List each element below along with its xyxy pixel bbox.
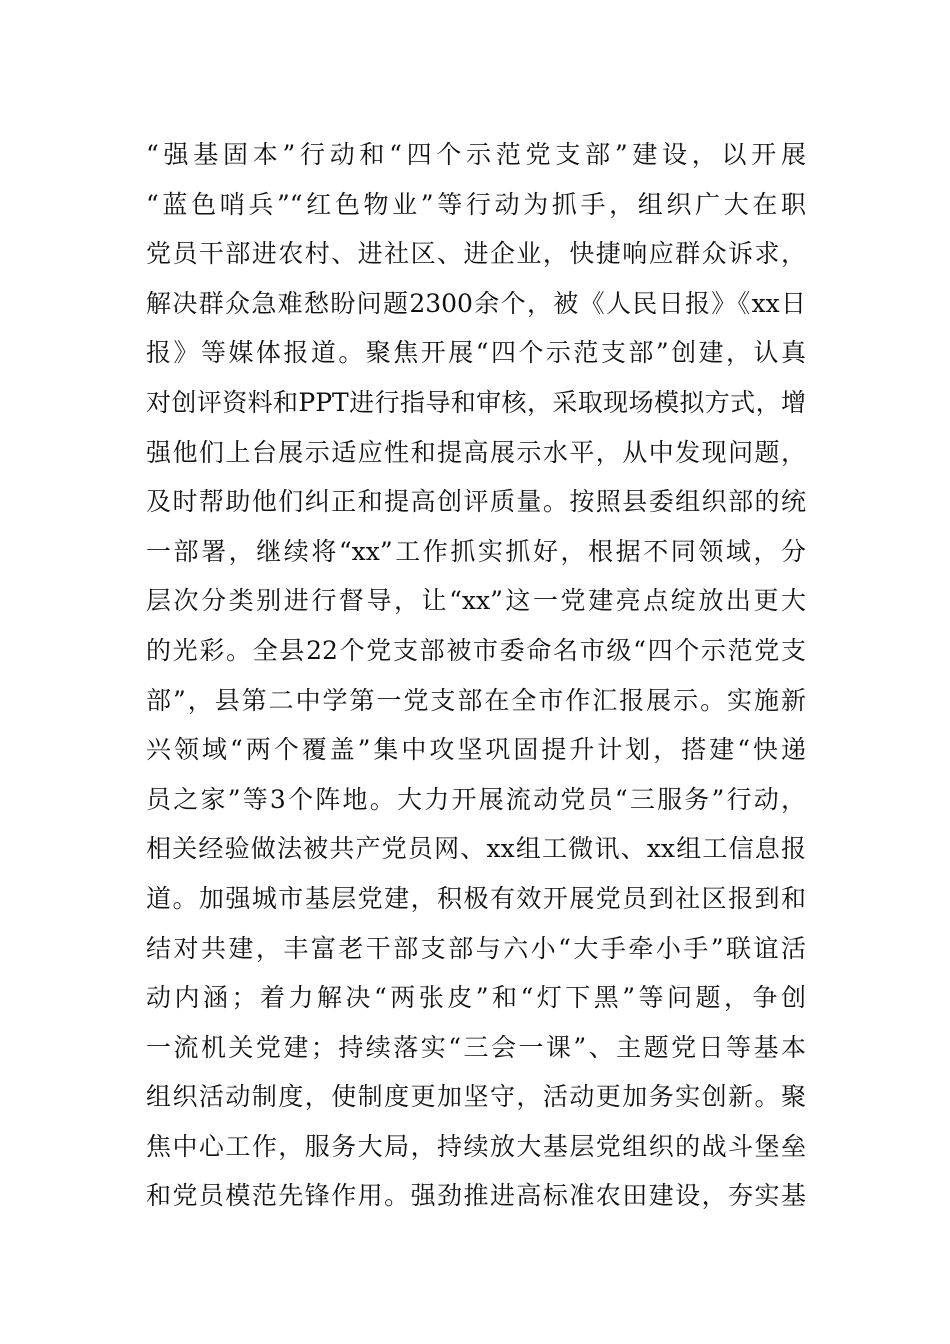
text-line: “蓝色哨兵”“红色物业”等行动为抓手，组织广大在职 bbox=[146, 189, 806, 219]
text-line: 的光彩。全县22个党支部被市委命名市级“四个示范党支 bbox=[146, 635, 806, 665]
text-line: 焦中心工作，服务大局，持续放大基层党组织的战斗堡垒 bbox=[146, 1131, 806, 1161]
text-line: 员之家”等3个阵地。大力开展流动党员“三服务”行动， bbox=[146, 784, 807, 814]
document-body bbox=[146, 130, 806, 1221]
text-line: 相关经验做法被共产党员网、xx组工微讯、xx组工信息报 bbox=[146, 834, 806, 864]
text-line: 和党员模范先锋作用。强劲推进高标准农田建设，夯实基 bbox=[146, 1181, 806, 1211]
text-line: 结对共建，丰富老干部支部与六小“大手牵小手”联谊活 bbox=[146, 933, 806, 963]
text-line: 对创评资料和PPT进行指导和审核，采取现场模拟方式，增 bbox=[146, 387, 806, 417]
text-line: 及时帮助他们纠正和提高创评质量。按照县委组织部的统 bbox=[146, 487, 806, 517]
text-line: 兴领域“两个覆盖”集中攻坚巩固提升计划，搭建“快递 bbox=[146, 735, 806, 765]
text-line: 一流机关党建；持续落实“三会一课”、主题党日等基本 bbox=[146, 1032, 806, 1062]
text-line: 道。加强城市基层党建，积极有效开展党员到社区报到和 bbox=[146, 883, 806, 913]
text-line: 强他们上台展示适应性和提高展示水平，从中发现问题， bbox=[146, 437, 806, 467]
text-line: 组织活动制度，使制度更加坚守，活动更加务实创新。聚 bbox=[146, 1082, 806, 1112]
text-line: 党员干部进农村、进社区、进企业，快捷响应群众诉求， bbox=[146, 239, 806, 269]
text-line: 动内涵；着力解决“两张皮”和“灯下黑”等问题，争创 bbox=[146, 983, 806, 1013]
text-line: 部”，县第二中学第一党支部在全市作汇报展示。实施新 bbox=[146, 685, 806, 715]
text-line: 解决群众急难愁盼问题2300余个，被《人民日报》《xx日 bbox=[146, 288, 806, 318]
text-line: “强基固本”行动和“四个示范党支部”建设，以开展 bbox=[146, 140, 806, 169]
text-line: 报》等媒体报道。聚焦开展“四个示范支部”创建，认真 bbox=[146, 338, 806, 368]
text-line: 层次分类别进行督导，让“xx”这一党建亮点绽放出更大 bbox=[146, 586, 806, 616]
text-line: 一部署，继续将“xx”工作抓实抓好，根据不同领域，分 bbox=[146, 536, 806, 566]
